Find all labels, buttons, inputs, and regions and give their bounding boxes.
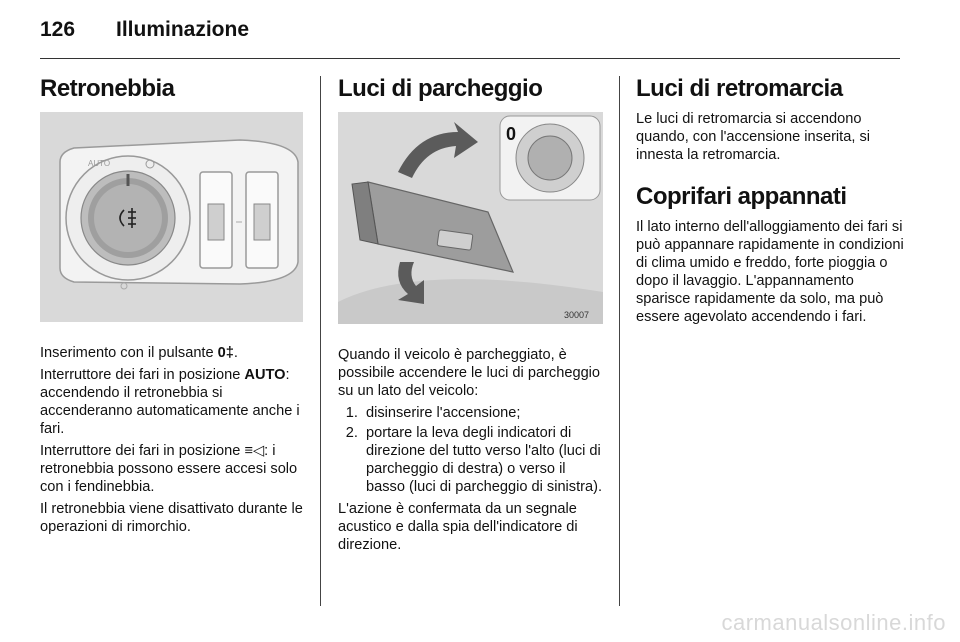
section-title-parking: Luci di parcheggio <box>338 75 543 102</box>
light-switch-drawing <box>40 112 303 322</box>
column-rear-fog <box>40 74 303 540</box>
column-parking-lights <box>338 74 603 558</box>
text: Interruttore dei fari in posizione <box>40 443 245 459</box>
text: : i retronebbia possono essere accesi solo con i fendinebbia. <box>40 443 298 495</box>
header-rule <box>40 58 900 59</box>
light-switch-illustration <box>40 112 303 322</box>
list-item: 2. portare la leva degli indicatori di direzione del tutto verso l'alto (luci di parcheggio di destra) o verso il basso (luci di parcheggio di sinistra). <box>362 424 603 496</box>
watermark: carmanualsonline.info <box>721 610 946 635</box>
inset-zero-label: 0 <box>506 124 517 144</box>
paragraph-parking-intro: Quando il veicolo è parcheggiato, è possibile accendere le luci di parcheggio su un lato del veicolo: <box>338 347 601 399</box>
low-beam-icon: ≡◁ <box>244 443 265 459</box>
page-number: 126 <box>40 18 76 41</box>
paragraph-auto <box>40 366 303 438</box>
column-divider-2 <box>619 76 620 606</box>
figure-code: 30007 <box>564 310 590 320</box>
chapter-title: Illuminazione <box>116 18 250 41</box>
rear-fog-light-icon: 0‡ <box>217 345 234 361</box>
lever-drawing <box>338 112 603 324</box>
paragraph-fog-button <box>40 344 303 362</box>
text: : accendendo il retronebbia si accenderanno automaticamente anche i fari. <box>40 367 300 437</box>
list-item: 1. disinserire l'accensione; <box>362 404 603 422</box>
parking-steps-list <box>338 404 603 496</box>
section-title-reverse-lights: Luci di retromarcia <box>636 75 843 102</box>
paragraph-towing: Il retronebbia viene disattivato durante le operazioni di rimorchio. <box>40 501 303 535</box>
switch-label-auto: AUTO <box>88 159 111 168</box>
paragraph-fogged-covers: Il lato interno dell'alloggiamento dei fari si può appannare rapidamente in condizioni di clima umido e freddo, forte pioggia o dopo il lavaggio. L'appannamento sparisce rapidamente da solo, ma può essere agevolato accendendo i fari. <box>636 219 904 325</box>
text: Inserimento con il pulsante <box>40 345 218 361</box>
paragraph-low-beam <box>40 442 303 496</box>
auto-label: AUTO <box>244 367 286 383</box>
column-divider-1 <box>320 76 321 606</box>
paragraph-parking-outro: L'azione è confermata da un segnale acustico e dalla spia dell'indicatore di direzione. <box>338 501 578 553</box>
text: Interruttore dei fari in posizione <box>40 367 245 383</box>
section-title-fogged-covers: Coprifari appannati <box>636 183 847 210</box>
text: . <box>233 345 238 361</box>
column-reverse-fog <box>636 74 904 330</box>
section-title-rear-fog: Retronebbia <box>40 75 175 102</box>
paragraph-reverse-lights: Le luci di retromarcia si accendono quando, con l'accensione inserita, si innesta la retromarcia. <box>636 111 870 163</box>
indicator-lever-illustration <box>338 112 603 324</box>
